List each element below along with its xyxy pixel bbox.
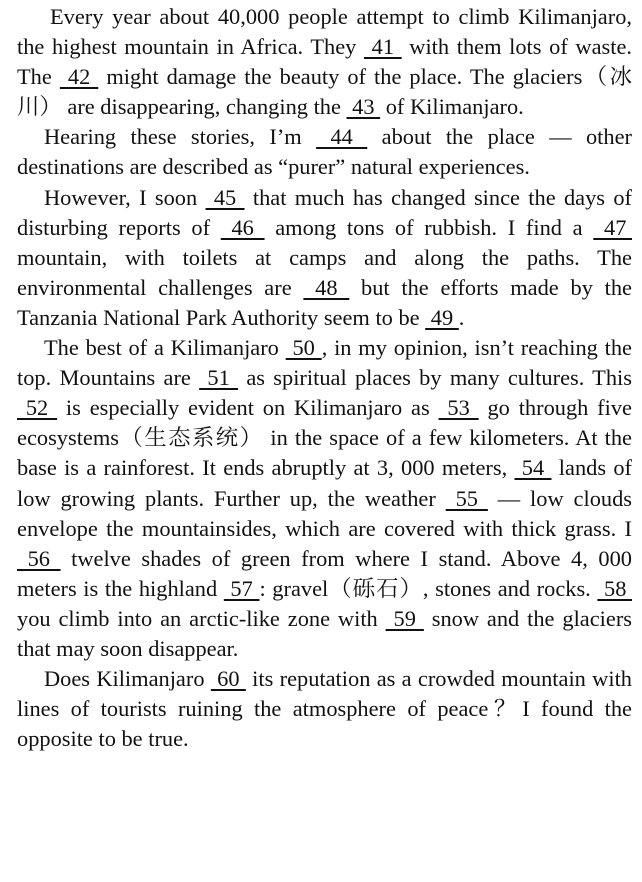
answer-blank: 41 (363, 34, 402, 60)
answer-blank: 42 (59, 64, 99, 90)
answer-blank: 45 (205, 184, 245, 210)
passage-text: about the place — other destinations are described as “purer” natural experiences. (17, 124, 632, 180)
paragraph (17, 122, 632, 182)
passage-text: — low clouds envelope the mountainsides, which are covered with thick grass. I (17, 485, 632, 541)
passage-text: Every year about 40,000 people attempt to climb Kilimanjaro, the highest mountain in Africa. They (17, 4, 632, 60)
paragraph (17, 183, 632, 333)
paragraph (17, 664, 632, 754)
passage-text: among tons of rubbish. I find a (264, 214, 594, 240)
answer-blank: 53 (438, 395, 479, 421)
answer-blank: 59 (385, 605, 424, 631)
passage-text: you climb into an arctic-like zone with (17, 605, 386, 631)
answer-blank: 52 (17, 395, 58, 421)
paragraph (17, 333, 632, 664)
passage-text: that much has changed since the days of disturbing reports of (17, 184, 632, 240)
answer-blank: 51 (199, 365, 239, 391)
answer-blank: 57 (223, 575, 260, 601)
answer-blank: 46 (220, 214, 265, 240)
answer-blank: 48 (303, 274, 350, 300)
passage-text: might damage the beauty of the place. The glaciers（冰川） are disappearing, changing the (17, 64, 632, 120)
paragraph (17, 2, 632, 122)
passage-text: mountain, with toilets at camps and along the paths. The environmental challenges are (17, 244, 632, 300)
passage-text: with them lots of waste. The (17, 34, 632, 90)
answer-blank: 60 (210, 666, 246, 692)
passage-text: is especially evident on Kilimanjaro as (57, 395, 439, 421)
passage-text: Does Kilimanjaro (44, 666, 211, 692)
answer-blank: 49 (425, 304, 459, 330)
passage-text: Hearing these stories, I’m (44, 124, 317, 150)
answer-blank: 58 (597, 575, 632, 601)
passage-text: However, I soon (44, 184, 206, 210)
answer-blank: 50 (285, 335, 322, 361)
passage-text: . (458, 304, 465, 330)
answer-blank: 47 (593, 214, 633, 240)
answer-blank: 44 (316, 124, 368, 150)
passage-text: , in my opinion, isn’t reaching the top. Mountains are (17, 335, 632, 391)
passage-text: but the efforts made by the Tanzania National Park Authority seem to be (17, 274, 632, 330)
answer-blank: 55 (445, 485, 488, 511)
passage-text: snow and the glaciers that may soon disappear. (17, 605, 632, 661)
answer-blank: 56 (17, 545, 61, 571)
passage-text: of Kilimanjaro. (380, 94, 524, 120)
passage-text: twelve shades of green from where I stand. Above 4, 000 meters is the highland (17, 545, 632, 601)
passage-text: its reputation as a crowded mountain with lines of tourists ruining the atmosphere of peace？I found the opposite to be true. (17, 666, 632, 752)
passage-text: as spiritual places by many cultures. This (238, 365, 632, 391)
passage-text: go through five ecosystems（生态系统） in the space of a few kilometers. At the base is a rainforest. It ends abruptly at 3, 000 meters, (17, 395, 632, 481)
answer-blank: 54 (514, 455, 552, 481)
answer-blank: 43 (346, 94, 381, 120)
passage-text: : gravel（砾石）, stones and rocks. (259, 575, 598, 601)
passage-text: The best of a Kilimanjaro (44, 335, 286, 361)
passage-text: lands of low growing plants. Further up, the weather (17, 455, 632, 511)
